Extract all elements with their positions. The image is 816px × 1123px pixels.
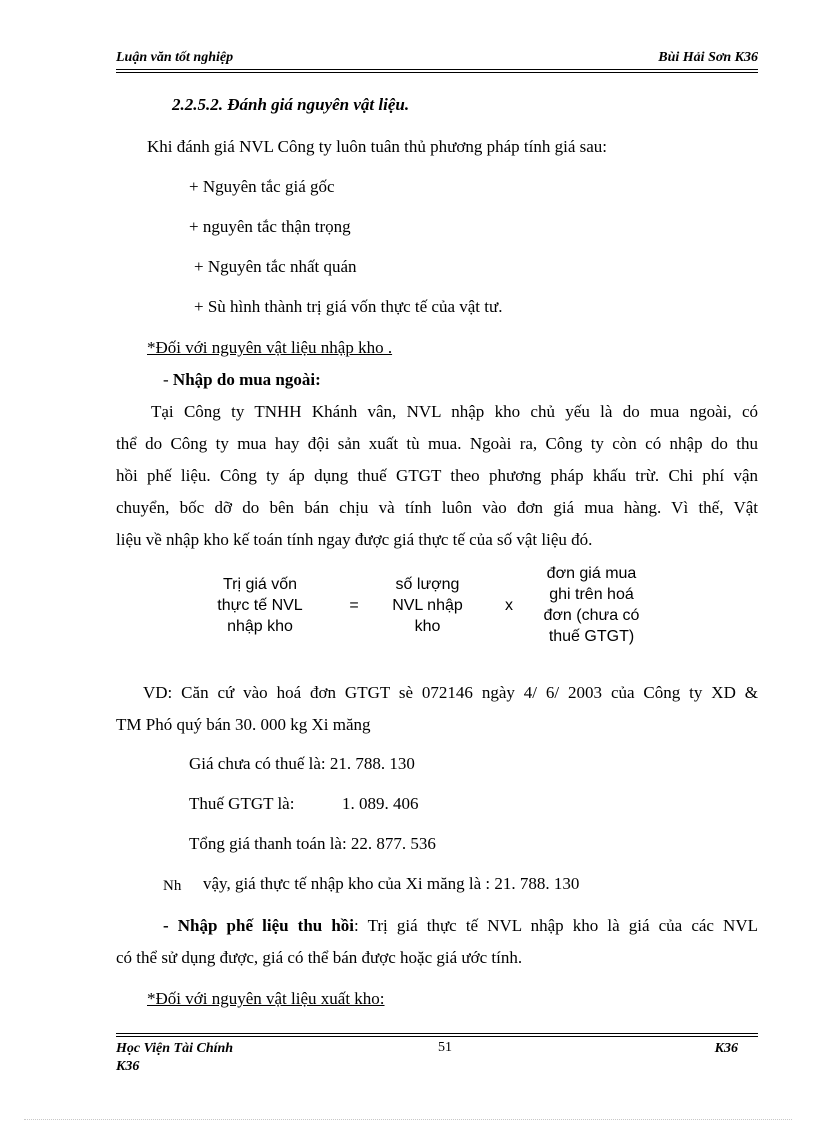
formula-equals: = (349, 597, 359, 614)
purchase-paragraph-line1: Tại Công ty TNHH Khánh vân, NVL nhập kho chủ yếu là do mua ngoài, có (151, 402, 758, 421)
purchase-paragraph-line2: thể do Công ty mua hay đội sản xuất tù mua. Ngoài ra, Công ty còn có nhập do thu (116, 434, 758, 453)
principle-item: + Sù hình thành trị giá vốn thực tế của vật tư. (194, 297, 503, 316)
scrap-line1 (116, 910, 758, 942)
header-left: Luận văn tốt nghiệp (116, 50, 234, 65)
page-bottom-edge (24, 1119, 792, 1120)
principle-item: + nguyên tắc thận trọng (189, 217, 351, 236)
formula-quantity-line: số lượng (395, 576, 460, 593)
vat-label: Thuế GTGT là: (189, 794, 295, 813)
pre-tax-amount: Giá chưa có thuế là: 21. 788. 130 (189, 754, 415, 773)
purchase-paragraph-line5: liệu về nhập kho kế toán tính ngay được giá thực tế của số vật liệu đó. (116, 530, 593, 549)
section-title: 2.2.5.2. Đánh giá nguyên vật liệu. (172, 95, 410, 114)
formula-lhs (205, 574, 315, 637)
scrap-line1-rest: : Trị giá thực tế NVL nhập kho là giá của các NVL (354, 916, 758, 935)
formula-price-line: đơn (chưa có (543, 607, 640, 624)
purchase-heading (163, 370, 321, 390)
example-line2: TM Phó quý bán 30. 000 kg Xi măng (116, 715, 371, 734)
intro-text: Khi đánh giá NVL Công ty luôn tuân thủ phương pháp tính giá sau: (147, 137, 607, 156)
scrap-heading: - Nhập phế liệu thu hồi (163, 916, 355, 935)
principle-item: + Nguyên tắc nhất quán (194, 257, 357, 276)
formula-price-line: đơn giá mua (546, 565, 637, 582)
vat-value: 1. 089. 406 (342, 794, 419, 813)
footer-rule-thin (116, 1033, 758, 1034)
header-right: Bùi Hải Sơn K36 (658, 50, 758, 65)
footer-rule-thick (116, 1036, 758, 1037)
scrap-line2: có thể sử dụng được, giá có thể bán được hoặc giá ước tính. (116, 948, 523, 967)
formula-price-line: ghi trên hoá (549, 586, 634, 603)
purchase-heading-text: Nhập do mua ngoài: (172, 370, 321, 389)
purchase-paragraph-line3: hồi phế liệu. Công ty áp dụng thuế GTGT theo phương pháp khấu trừ. Chi phí vận (116, 466, 758, 485)
conclusion-text: vậy, giá thực tế nhập kho của Xi măng là : 21. 788. 130 (203, 874, 580, 893)
footer-left: Học Viện Tài Chính (116, 1041, 234, 1056)
footer-left-second: K36 (116, 1059, 140, 1074)
formula-price-line: thuế GTGT) (548, 628, 635, 645)
total-amount: Tổng giá thanh toán là: 22. 877. 536 (189, 834, 436, 853)
formula-lhs-line: Trị giá vốn (222, 576, 298, 593)
example-line1: VD: Căn cứ vào hoá đơn GTGT sè 072146 ngày 4/ 6/ 2003 của Công ty XD & (143, 683, 758, 702)
footer-right: K36 (714, 1041, 738, 1056)
import-heading: *Đối với nguyên vật liệu nhập kho . (147, 338, 393, 357)
formula-quantity-line: kho (414, 618, 441, 635)
header-rule-thin (116, 72, 758, 73)
conclusion-prefix: Nh (163, 878, 182, 894)
formula-lhs-line: nhập kho (227, 618, 293, 635)
formula-quantity (375, 574, 480, 637)
formula-quantity-line: NVL nhập (392, 597, 463, 614)
purchase-dash: - (163, 370, 173, 389)
formula-lhs-line: thực tế NVL (217, 597, 303, 614)
page-number: 51 (438, 1040, 452, 1055)
header-rule-thick (116, 69, 758, 70)
export-heading: *Đối với nguyên vật liệu xuất kho: (147, 989, 385, 1008)
formula-times: x (505, 597, 513, 614)
formula-price (534, 563, 649, 647)
purchase-paragraph-line4: chuyển, bốc dỡ do bên bán chịu và tính luôn vào đơn giá mua hàng. Vì thế, Vật (116, 498, 758, 517)
principle-item: + Nguyên tắc giá gốc (189, 177, 335, 196)
